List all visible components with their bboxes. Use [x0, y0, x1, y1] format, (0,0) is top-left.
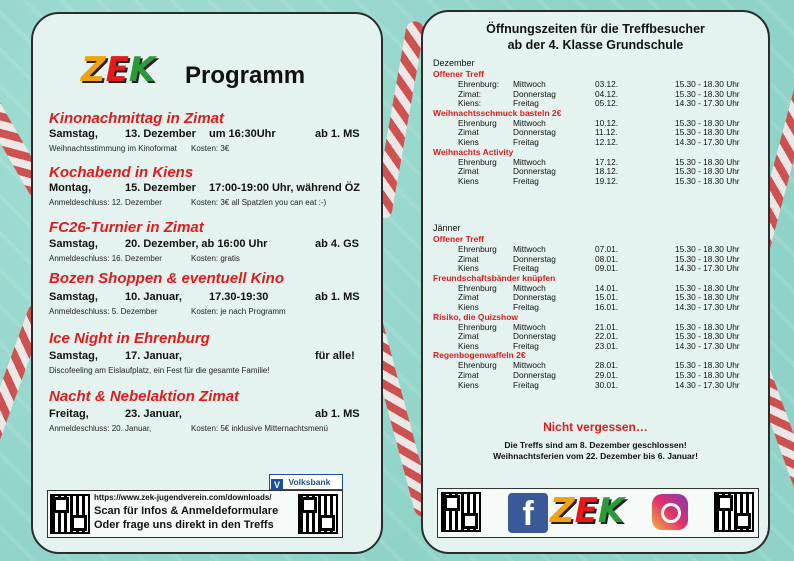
schedule-weekday: Mittwoch — [513, 321, 546, 332]
event-sub: Anmeldeschluss: 12. Dezember — [49, 198, 162, 207]
schedule-time: 15.30 - 18.30 Uhr — [675, 331, 740, 342]
qr-info-box — [47, 490, 343, 538]
event-date: 17. Januar, — [125, 350, 182, 362]
schedule-time: 14.30 - 17.30 Uhr — [675, 98, 740, 109]
page-title: Programm — [185, 62, 306, 89]
scan-text: Scan für Infos & Anmeldeformulare — [94, 505, 279, 517]
schedule-date: 18.12. — [595, 166, 619, 177]
activity-title: Weihnachtsschmuck basteln 2€ — [433, 107, 562, 118]
event-day: Montag, — [49, 182, 92, 194]
schedule-date: 23.01. — [595, 340, 619, 351]
schedule-date: 12.12. — [595, 137, 619, 147]
activity-title: Offener Treff — [433, 234, 485, 244]
schedule-date: 07.01. — [595, 244, 619, 254]
facebook-icon[interactable]: f — [508, 493, 548, 533]
schedule-time: 15.30 - 18.30 Uhr — [675, 79, 740, 89]
event-date: 10. Januar, — [125, 291, 182, 303]
schedule-weekday: Donnerstag — [513, 88, 556, 99]
schedule-location: Zimat — [458, 292, 479, 303]
schedule-weekday: Freitag — [513, 175, 539, 186]
schedule-date: 04.12. — [595, 88, 619, 99]
event-cost: Kosten: je nach Programm — [191, 307, 286, 316]
event-age: ab 1. MS — [315, 408, 360, 420]
schedule-time: 15.30 - 18.30 Uhr — [675, 253, 740, 264]
event-time: 17:00-19:00 Uhr, während ÖZ — [209, 182, 360, 194]
schedule-time: 15.30 - 18.30 Uhr — [675, 117, 740, 128]
schedule-weekday: Mittwoch — [513, 282, 546, 293]
schedule-location: Zimat — [458, 331, 479, 342]
event-title: Bozen Shoppen & eventuell Kino — [49, 270, 285, 287]
schedule-weekday: Mittwoch — [513, 156, 546, 167]
schedule-weekday: Donnerstag — [513, 331, 556, 342]
schedule-date: 30.01. — [595, 379, 619, 390]
qr-code[interactable] — [441, 492, 481, 532]
schedule-weekday: Freitag — [513, 137, 539, 147]
schedule-time: 14.30 - 17.30 Uhr — [675, 137, 740, 147]
schedule-date: 03.12. — [595, 79, 619, 89]
schedule-location: Ehrenburg — [458, 282, 497, 293]
event-age: ab 4. GS — [315, 238, 360, 250]
schedule-location: Ehrenburg — [458, 321, 497, 332]
hours-heading: Öffnungszeiten für die Treffbesucher — [486, 22, 705, 36]
schedule-time: 14.30 - 17.30 Uhr — [675, 340, 740, 351]
schedule-weekday: Mittwoch — [513, 360, 546, 371]
zek-logo: ZEK — [81, 50, 156, 90]
event-day: Samstag, — [49, 350, 98, 362]
event-title: FC26-Turnier in Zimat — [49, 219, 204, 236]
schedule-location: Zimat — [458, 166, 479, 177]
schedule-weekday: Mittwoch — [513, 117, 546, 128]
event-cost: Kosten: 3€ — [191, 144, 230, 153]
event-cost: Kosten: gratis — [191, 254, 240, 263]
event-cost: Kosten: 3€ all Spatzlen you can eat :-) — [191, 198, 327, 207]
schedule-location: Ehrenburg — [458, 244, 497, 254]
schedule-time: 14.30 - 17.30 Uhr — [675, 263, 740, 274]
event-sub: Discofeeling am Eislaufplatz, ein Fest für die gesamte Familie! — [49, 366, 270, 375]
download-link[interactable]: https://www.zek-jugendverein.com/downloads/ — [94, 493, 272, 502]
schedule-weekday: Mittwoch — [513, 244, 546, 254]
event-date: 13. Dezember — [125, 128, 196, 140]
program-panel — [31, 12, 383, 554]
ask-text: Oder frage uns direkt in den Treffs — [94, 519, 274, 531]
schedule-time: 14.30 - 17.30 Uhr — [675, 379, 740, 390]
activity-title: Risiko, die Quizshow — [433, 311, 519, 322]
schedule-date: 15.01. — [595, 292, 619, 303]
schedule-weekday: Donnerstag — [513, 370, 556, 380]
event-time: um 16:30Uhr — [209, 128, 276, 140]
schedule-time: 15.30 - 18.30 Uhr — [675, 88, 740, 99]
event-day: Samstag, — [49, 238, 98, 250]
schedule-location: Kiens — [458, 302, 479, 312]
schedule-time: 15.30 - 18.30 Uhr — [675, 282, 740, 293]
event-date: 20. Dezember, ab 16:00 Uhr — [125, 238, 268, 250]
activity-title: Freundschaftsbänder knüpfen — [433, 272, 556, 283]
event-age: ab 1. MS — [315, 128, 360, 140]
schedule-date: 29.01. — [595, 370, 619, 380]
volksbank-icon: V — [271, 479, 283, 491]
qr-code[interactable] — [714, 492, 754, 532]
schedule-location: Zimat — [458, 253, 479, 264]
schedule-date: 09.01. — [595, 263, 619, 274]
schedule-weekday: Freitag — [513, 302, 539, 312]
schedule-date: 14.01. — [595, 282, 619, 293]
qr-code[interactable] — [298, 494, 338, 534]
sponsor-name: Volksbank — [288, 477, 331, 487]
event-title: Nacht & Nebelaktion Zimat — [49, 388, 240, 405]
schedule-location: Ehrenburg — [458, 360, 497, 371]
activity-title: Regenbogenwaffeln 2€ — [433, 350, 526, 361]
schedule-time: 15.30 - 18.30 Uhr — [675, 127, 740, 138]
instagram-icon[interactable] — [652, 494, 688, 530]
event-sub: Weihnachtsstimmung im Kinoformat — [49, 144, 177, 153]
event-title: Kinonachmittag in Zimat — [49, 110, 225, 127]
event-cost: Kosten: 5€ inklusive Mitternachtsmenü — [191, 424, 328, 433]
schedule-weekday: Freitag — [513, 379, 539, 390]
event-day: Freitag, — [49, 408, 89, 420]
event-day: Samstag, — [49, 128, 98, 140]
social-bar — [437, 488, 759, 538]
schedule-date: 16.01. — [595, 302, 619, 312]
event-sub: Anmeldeschluss: 5. Dezember — [49, 307, 158, 316]
schedule-date: 21.01. — [595, 321, 619, 332]
schedule-time: 14.30 - 17.30 Uhr — [675, 302, 740, 312]
sponsor-badge — [269, 474, 343, 490]
schedule-weekday: Freitag — [513, 340, 539, 351]
schedule-location: Ehrenburg: — [458, 79, 500, 89]
schedule-weekday: Mittwoch — [513, 79, 546, 89]
hours-panel — [421, 10, 770, 554]
event-title: Kochabend in Kiens — [49, 164, 194, 181]
event-sub: Anmeldeschluss: 16. Dezember — [49, 254, 162, 263]
schedule-time: 15.30 - 18.30 Uhr — [675, 292, 740, 303]
schedule-weekday: Donnerstag — [513, 253, 556, 264]
schedule-time: 15.30 - 18.30 Uhr — [675, 360, 740, 371]
event-time: 17.30-19:30 — [209, 291, 269, 303]
schedule-time: 15.30 - 18.30 Uhr — [675, 175, 740, 186]
schedule-date: 22.01. — [595, 331, 619, 342]
schedule-location: Kiens: — [458, 98, 482, 109]
schedule-date: 28.01. — [595, 360, 619, 371]
reminder-heading: Nicht vergessen… — [543, 420, 648, 434]
schedule-date: 19.12. — [595, 175, 619, 186]
schedule-location: Kiens — [458, 175, 479, 186]
schedule-weekday: Freitag — [513, 98, 539, 109]
activity-title: Weihnachts Activity — [433, 146, 514, 157]
schedule-location: Kiens — [458, 137, 479, 147]
holiday-note: Weihnachtsferien vom 22. Dezember bis 6. Januar! — [493, 451, 698, 461]
schedule-location: Ehrenburg — [458, 156, 497, 167]
schedule-time: 15.30 - 18.30 Uhr — [675, 156, 740, 167]
event-age: für alle! — [315, 350, 355, 362]
schedule-location: Ehrenburg — [458, 117, 497, 128]
event-sub: Anmeldeschluss: 20. Januar, — [49, 424, 152, 433]
event-age: ab 1. MS — [315, 291, 360, 303]
month-label: Jänner — [433, 223, 461, 233]
schedule-location: Kiens — [458, 263, 479, 274]
schedule-time: 15.30 - 18.30 Uhr — [675, 370, 740, 380]
schedule-weekday: Donnerstag — [513, 292, 556, 303]
month-label: Dezember — [433, 58, 475, 68]
event-title: Ice Night in Ehrenburg — [49, 330, 210, 347]
hours-subheading: ab der 4. Klasse Grundschule — [507, 38, 684, 52]
zek-logo: ZEK — [550, 491, 625, 531]
closed-note: Die Treffs sind am 8. Dezember geschlossen! — [504, 440, 687, 450]
schedule-time: 15.30 - 18.30 Uhr — [675, 321, 740, 332]
schedule-location: Zimat — [458, 370, 479, 380]
event-date: 23. Januar, — [125, 408, 182, 420]
schedule-date: 11.12. — [595, 127, 618, 138]
qr-code[interactable] — [50, 494, 90, 534]
event-date: 15. Dezember — [125, 182, 196, 194]
schedule-weekday: Freitag — [513, 263, 539, 274]
schedule-date: 17.12. — [595, 156, 619, 167]
schedule-weekday: Donnerstag — [513, 166, 556, 177]
schedule-location: Kiens — [458, 379, 479, 390]
activity-title: Offener Treff — [433, 69, 485, 79]
schedule-date: 05.12. — [595, 98, 619, 109]
schedule-time: 15.30 - 18.30 Uhr — [675, 166, 740, 177]
schedule-time: 15.30 - 18.30 Uhr — [675, 244, 740, 254]
schedule-location: Zimat: — [458, 88, 482, 99]
schedule-date: 08.01. — [595, 253, 619, 264]
schedule-location: Zimat — [458, 127, 479, 138]
schedule-date: 10.12. — [595, 117, 619, 128]
schedule-location: Kiens — [458, 340, 479, 351]
event-day: Samstag, — [49, 291, 98, 303]
schedule-weekday: Donnerstag — [513, 127, 556, 138]
